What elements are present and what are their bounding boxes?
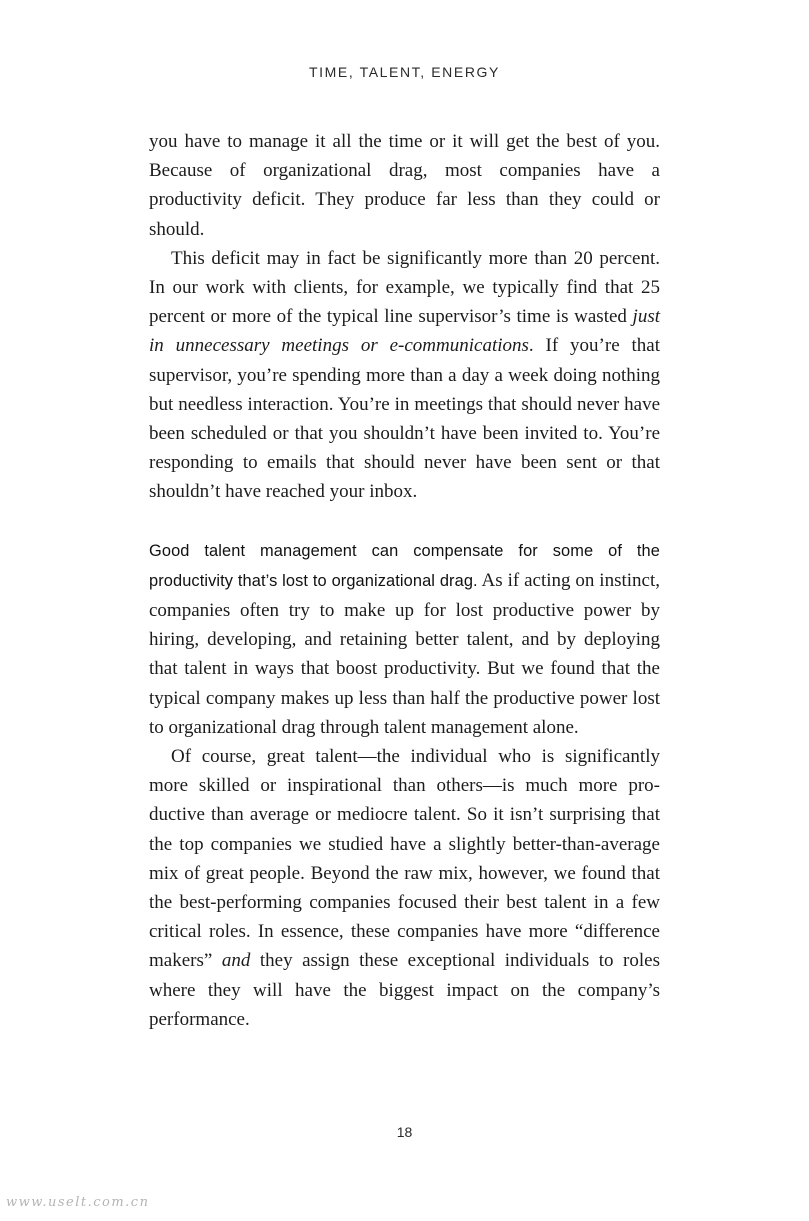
paragraph-3-text: As if acting on instinct, companies often try to make up for lost productive power by hiring, developing, and retaining better talent, and by deploying that talent in ways that boost productivity. But we found that the typical company makes up less than half the productive power lost to organizational drag through talent management alone. [149,569,660,738]
paragraph-2 [149,244,660,507]
paragraph-1 [149,127,660,244]
page-number: 18 [396,1124,413,1140]
paragraph-4-text-b: they assign these exceptional individuals to roles where they will have the biggest impact on the company’s performance. [149,950,660,1030]
paragraph-1-text: you have to manage it all the time or it will get the best of you. Because of organizational drag, most companies have a productivity deficit. They produce far less than they could or should. [149,131,660,240]
paragraph-2-text-b: . If you’re that supervisor, you’re spending more than a day a week doing nothing but needless interaction. You’re in meetings that should never have been scheduled or that you shouldn’t have been invited to. You’re responding to emails that should never have been sent or that shouldn’t have reached your inbox. [149,335,660,503]
watermark: www.uselt.com.cn [6,1195,150,1210]
paragraph-4 [149,742,660,1034]
running-head: TIME, TALENT, ENERGY [309,64,500,80]
body-text [149,127,660,1034]
paragraph-2-text-a: This deficit may in fact be significantly more than 20 percent. In our work with clients, for example, we typically find that 25 percent or more of the typical line supervisor’s time is wasted [149,247,660,328]
paragraph-4-emphasis: and [221,950,251,972]
section-lead-in: Good talent management can compensate for some of the productivity that’s lost to organizational drag. [149,541,660,590]
paragraph-3 [149,536,660,742]
paragraph-4-text-a: Of course, great talent—the individual who is significantly more skilled or inspirational than others—is much more productive than average or mediocre talent. So it isn’t surprising that the top companies we studied have a slightly better-than-average mix of great people. Beyond the raw mix, however, we found that the best-performing companies focused their best talent in a few critical roles. In essence, these companies have more “difference makers” [149,746,660,972]
paragraph-2-emphasis: just in unnecessary meetings or e-communications [149,306,660,357]
